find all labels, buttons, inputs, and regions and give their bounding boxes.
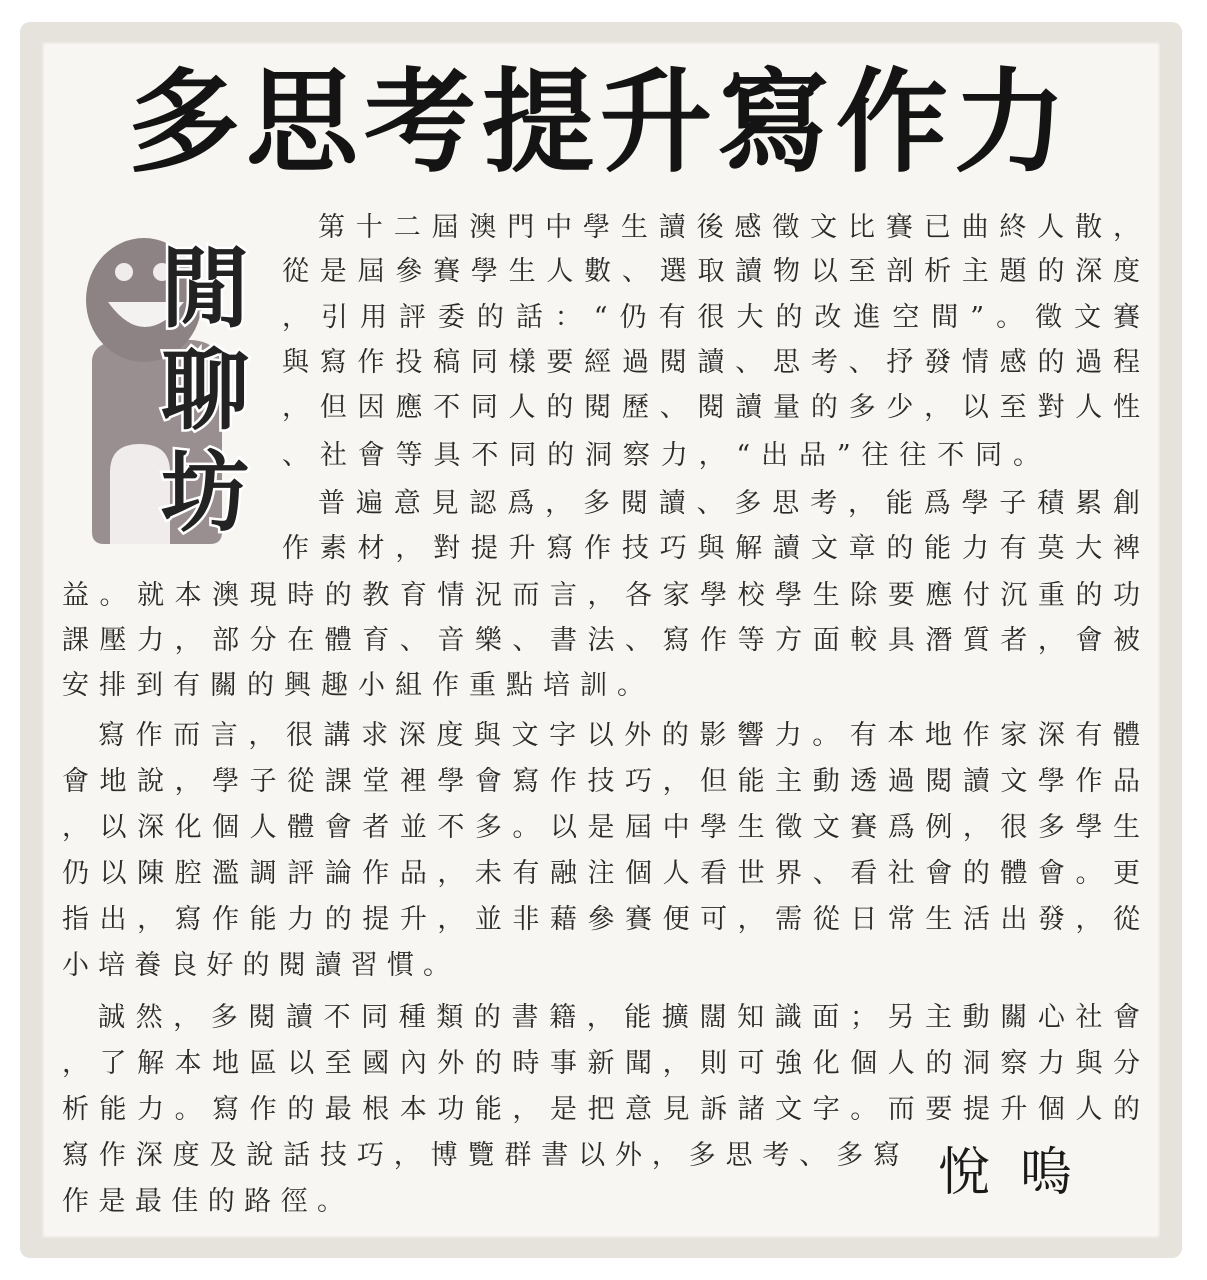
author-signature: 悅嗚 bbox=[938, 1143, 1103, 1203]
article-line: 從是屆參賽學生人數、選取讀物以至剖析主題的深度 bbox=[282, 256, 1140, 287]
article-line: 誠然，多閱讀不同種類的書籍，能擴闊知識面；另主動關心社會 bbox=[98, 1002, 1140, 1033]
article-line: 作是最佳的路徑。 bbox=[62, 1186, 344, 1217]
article-line: 析能力。寫作的最根本功能，是把意見訴諸文字。而要提升個人的 bbox=[62, 1094, 1140, 1125]
article-line: 普遍意見認爲，多閱讀、多思考，能爲學子積累創 bbox=[318, 488, 1140, 519]
article-line: 益。就本澳現時的教育情況而言，各家學校學生除要應付沉重的功 bbox=[62, 580, 1140, 611]
article-line: 會地說，學子從課堂裡學會寫作技巧，但能主動透過閱讀文學作品 bbox=[62, 766, 1140, 797]
article-headline: 多思考提升寫作力 bbox=[128, 57, 1072, 188]
article-line: 、社會等具不同的洞察力，“出品”往往不同。 bbox=[282, 440, 1040, 471]
article-line: 指出，寫作能力的提升，並非藉參賽便可，需從日常生活出發，從 bbox=[62, 904, 1140, 935]
article-line: 第十二屆澳門中學生讀後感徵文比賽已曲終人散， bbox=[318, 212, 1140, 243]
column-label: 閒聊坊 bbox=[160, 237, 249, 544]
article-line: 小培養良好的閱讀習慣。 bbox=[62, 950, 450, 981]
article-line: ，但因應不同人的閱歷、閱讀量的多少，以至對人性 bbox=[282, 392, 1140, 423]
article-line: 課壓力，部分在體育、音樂、書法、寫作等方面較具潛質者，會被 bbox=[62, 625, 1140, 656]
article-line: ，了解本地區以至國內外的時事新聞，則可強化個人的洞察力與分 bbox=[62, 1048, 1140, 1079]
article-line: ，以深化個人體會者並不多。以是屆中學生徵文賽爲例，很多學生 bbox=[62, 812, 1140, 843]
article-line: 作素材，對提升寫作技巧與解讀文章的能力有莫大裨 bbox=[282, 533, 1140, 564]
article-line: 仍以陳腔濫調評論作品，未有融注個人看世界、看社會的體會。更 bbox=[62, 858, 1140, 889]
article-line: 寫作而言，很講求深度與文字以外的影響力。有本地作家深有體 bbox=[98, 720, 1140, 751]
article-line: 安排到有關的興趣小組作重點培訓。 bbox=[62, 670, 644, 701]
article-line: 寫作深度及說話技巧，博覽群書以外，多思考、多寫 bbox=[62, 1140, 900, 1171]
article-line: ，引用評委的話：“仍有很大的改進空間”。徵文賽 bbox=[282, 302, 1140, 333]
article-line: 與寫作投稿同樣要經過閱讀、思考、抒發情感的過程 bbox=[282, 347, 1140, 378]
